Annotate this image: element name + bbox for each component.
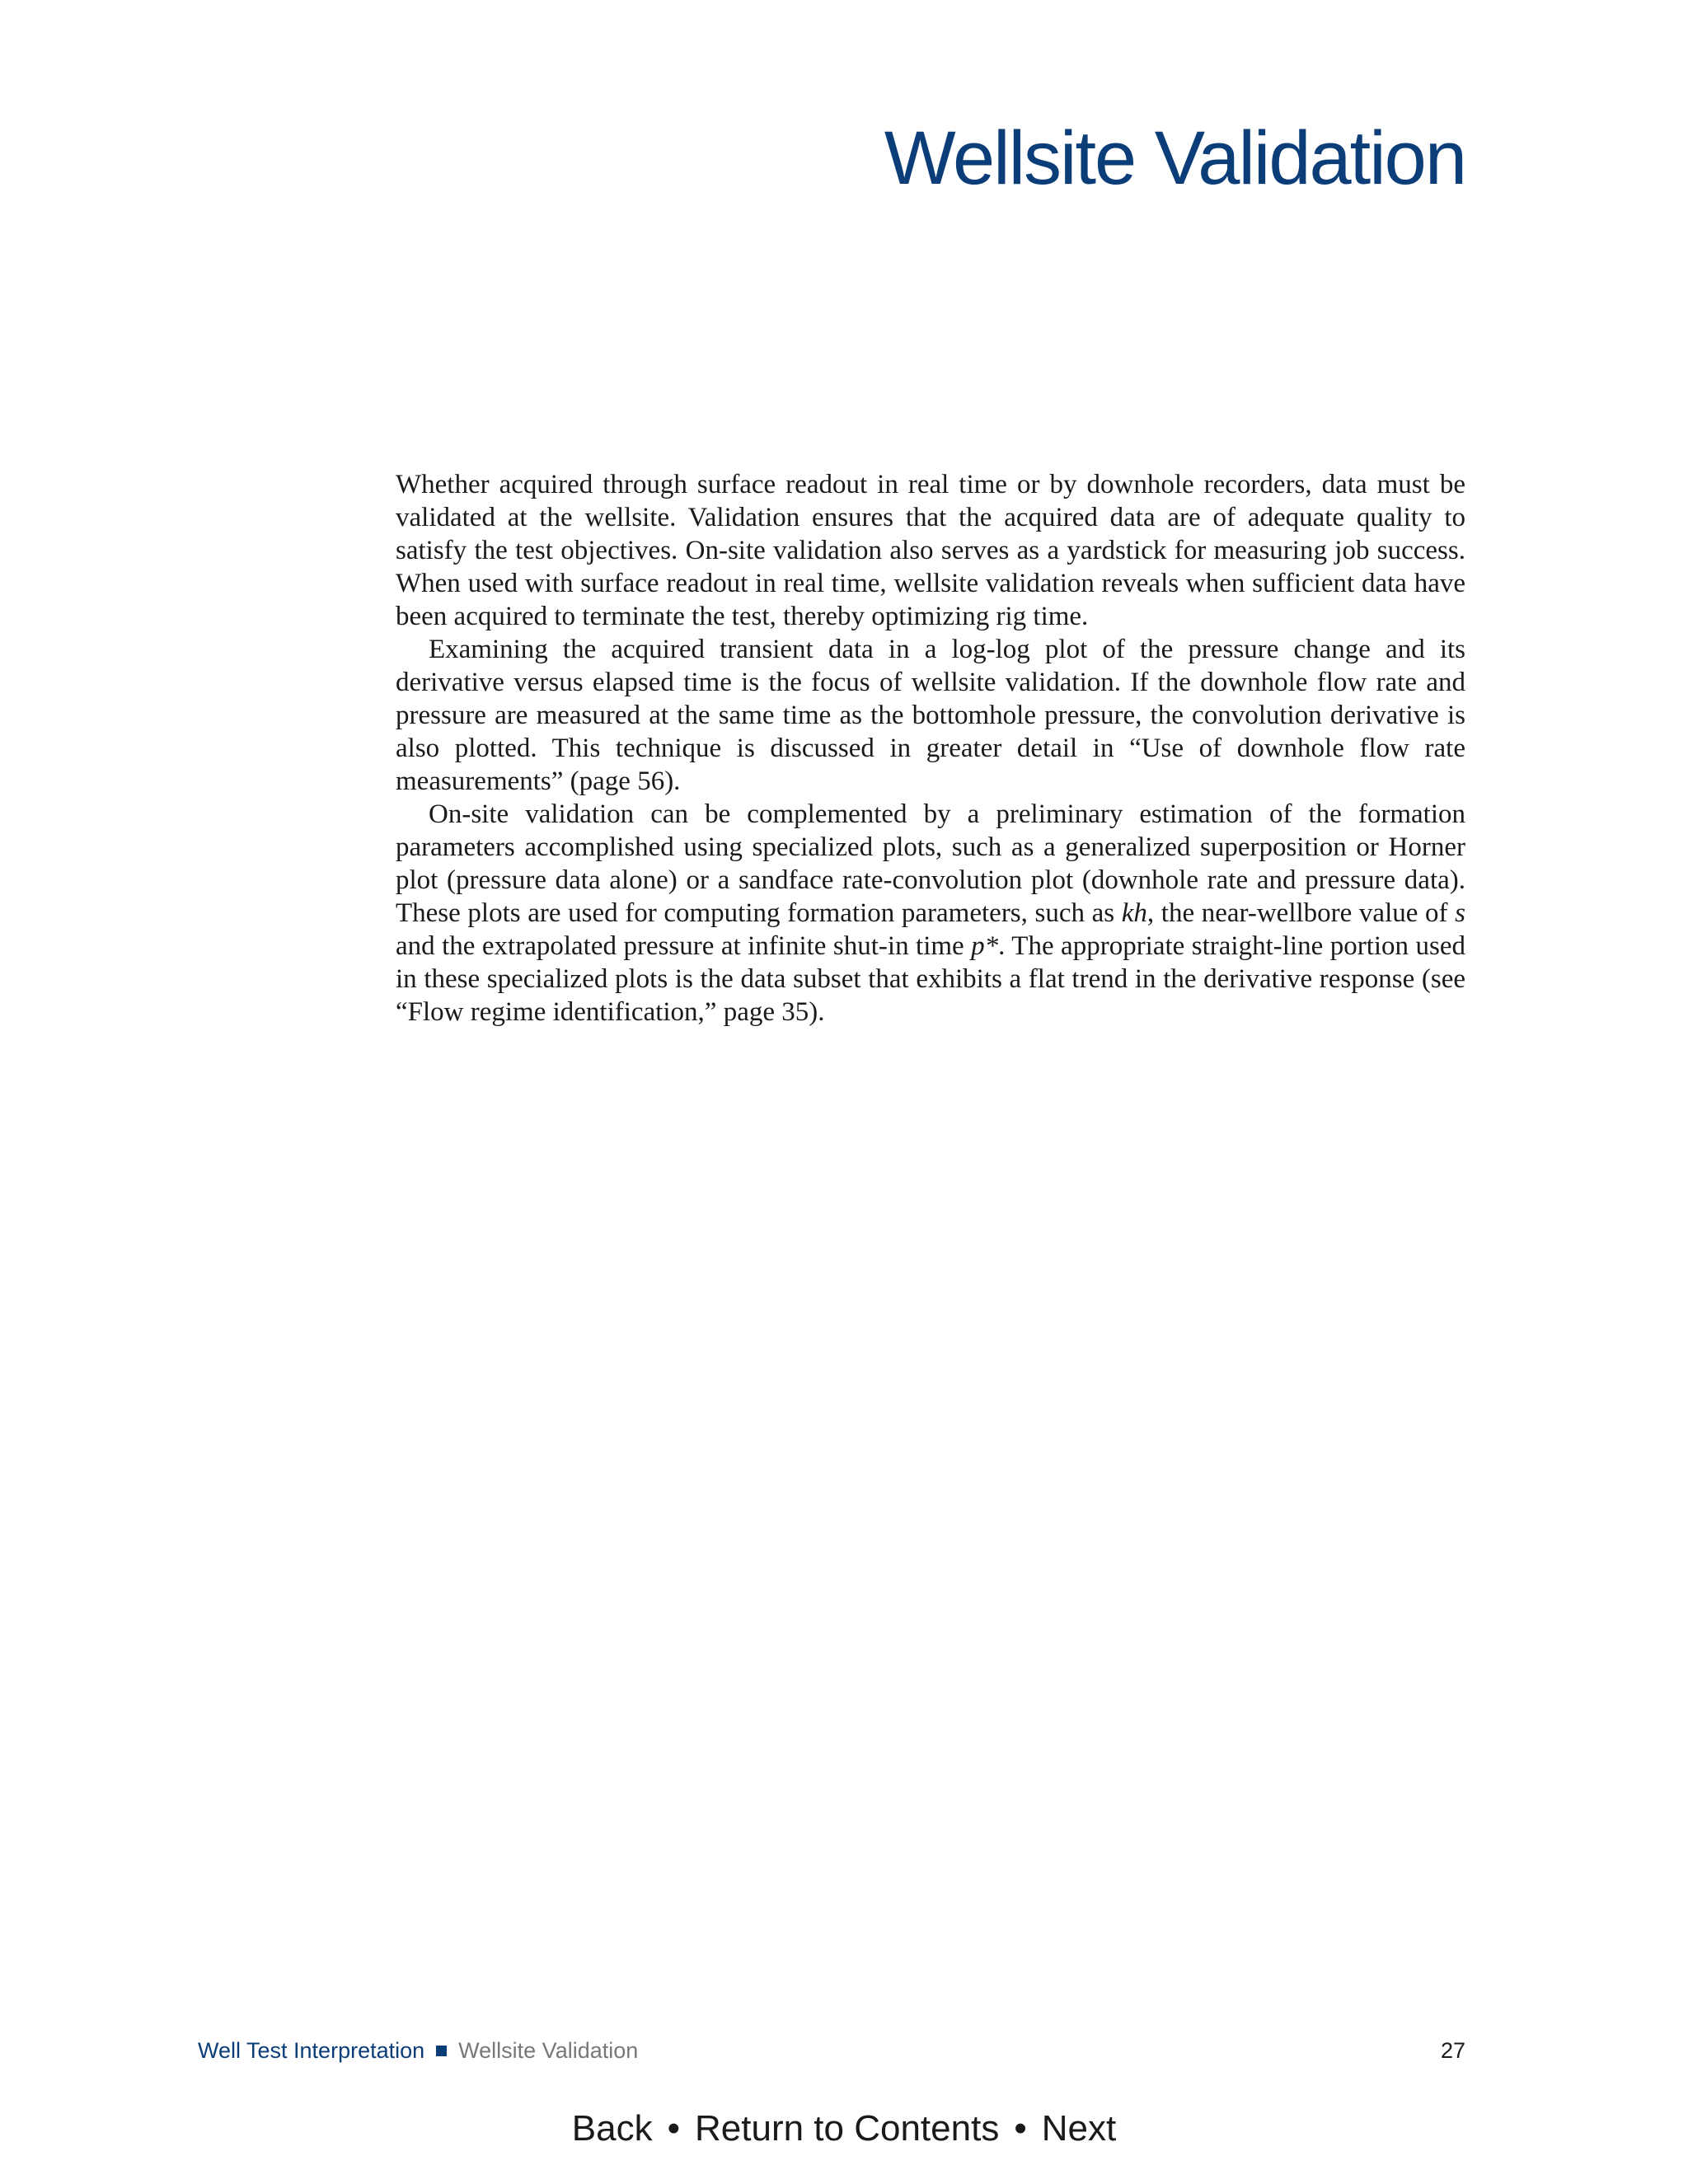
navigation-bar bbox=[0, 2108, 1688, 2149]
footer-book-title: Well Test Interpretation bbox=[198, 2038, 425, 2063]
back-link[interactable]: Back bbox=[571, 2108, 653, 2149]
page-title: Wellsite Validation bbox=[884, 116, 1465, 200]
paragraph-3-text-3: and the extrapolated pressure at infinite shut-in time bbox=[396, 931, 972, 961]
paragraph-3-text-2: , the near-wellbore value of bbox=[1146, 898, 1456, 928]
body-text bbox=[396, 468, 1465, 1029]
paragraph-3-text-1: On-site validation can be complemented by a preliminary estimation of the formation parameters accomplished using specialized plots, such as a generalized superposition or Horner plot (pressure data alone) or a sandface rate-convolution plot (downhole rate and pressure data). These plots are used for computing formation parameters, such as bbox=[396, 799, 1465, 928]
paragraph-3 bbox=[396, 798, 1465, 1029]
variable-kh: kh bbox=[1121, 898, 1147, 928]
return-to-contents-link[interactable]: Return to Contents bbox=[695, 2108, 1000, 2149]
paragraph-3-text-4: . The appropriate straight-line portion used in these specialized plots is the data subset that exhibits a flat trend in the derivative response (see “Flow regime identification,” page 35). bbox=[396, 931, 1465, 1027]
paragraph-2: Examining the acquired transient data in a log-log plot of the pressure change and its derivative versus elapsed time is the focus of wellsite validation. If the downhole flow rate and pressure are measured at the same time as the bottomhole pressure, the convolution derivative is also plotted. This technique is discussed in greater detail in “Use of downhole flow rate measurements” (page 56). bbox=[396, 635, 1465, 796]
nav-separator: • bbox=[1014, 2108, 1027, 2149]
footer-section-title: Wellsite Validation bbox=[458, 2038, 639, 2063]
paragraph-1: Whether acquired through surface readout in real time or by downhole recorders, data must be validated at the wellsite. Validation ensures that the acquired data are of adequate quality to satisfy the test objectives. On-site validation also serves as a yardstick for measuring job success. When used with surface readout in real time, wellsite validation reveals when sufficient data have been acquired to terminate the test, thereby optimizing rig time. bbox=[396, 470, 1465, 631]
square-bullet-icon bbox=[436, 2046, 447, 2056]
page-footer bbox=[198, 2038, 1465, 2068]
footer-breadcrumb bbox=[198, 2038, 638, 2064]
nav-separator: • bbox=[667, 2108, 680, 2149]
variable-s: s bbox=[1455, 898, 1465, 928]
variable-p-star: p* bbox=[971, 931, 999, 961]
page-number: 27 bbox=[1440, 2038, 1465, 2063]
next-link[interactable]: Next bbox=[1041, 2108, 1117, 2149]
